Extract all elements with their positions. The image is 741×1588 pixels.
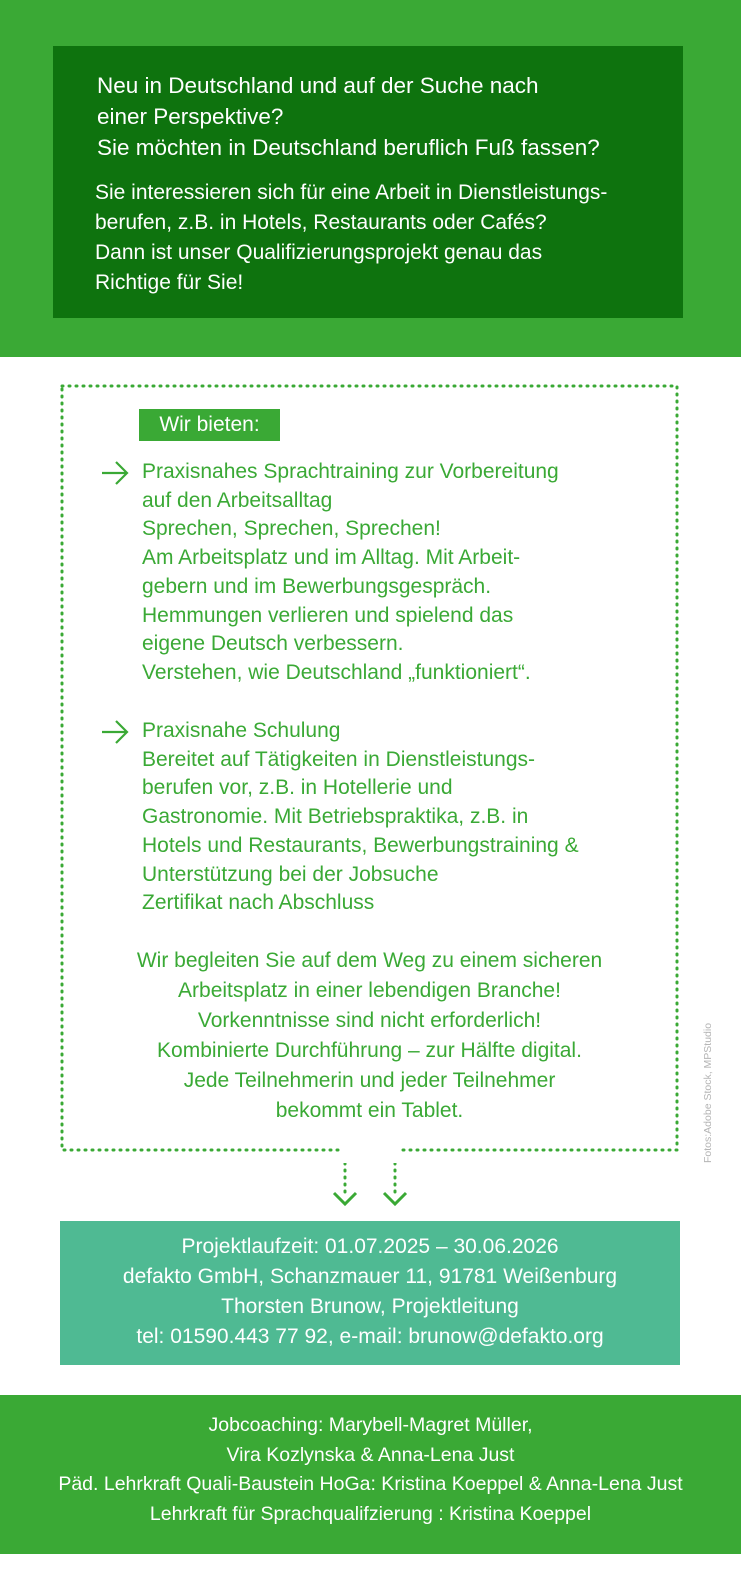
offer-badge: Wir bieten:: [139, 409, 280, 441]
team-band: [0, 1395, 741, 1554]
offer-item-line: eigene Deutsch verbessern.: [142, 632, 404, 656]
closing-line: Kombinierte Durchführung – zur Hälfte digital.: [157, 1039, 582, 1062]
project-company: defakto GmbH, Schanzmauer 11, 91781 Weißenburg: [122, 1265, 618, 1288]
closing-line: Jede Teilnehmerin und jeder Teilnehmer: [183, 1069, 556, 1092]
offer-item-text: [142, 458, 702, 688]
team-line: Jobcoaching: Marybell-Magret Müller,: [208, 1414, 533, 1436]
team-line: Päd. Lehrkraft Quali-Baustein HoGa: Kristina Koeppel & Anna-Lena Just: [58, 1473, 683, 1495]
offer-item-line: Sprechen, Sprechen, Sprechen!: [142, 517, 441, 541]
closing-line: Vorkenntnisse sind nicht erforderlich!: [197, 1009, 542, 1032]
intro-paragraph-line: Sie interessieren sich für eine Arbeit in Dienstleistungs-: [95, 181, 608, 204]
photo-credit: Fotos:Adobe Stock, MPStudio: [702, 1022, 714, 1163]
offer-item-line: Bereitet auf Tätigkeiten in Dienstleistungs-: [142, 747, 535, 771]
arrow-right-icon: [100, 458, 130, 488]
offer-item-line: Praxisnahe Schulung: [142, 719, 341, 742]
offer-item-line: Gastronomie. Mit Betriebspraktika, z.B. in: [142, 805, 529, 829]
intro-box: [53, 46, 683, 318]
offer-item-line: Hotels und Restaurants, Bewerbungstraining &: [142, 833, 579, 857]
intro-question-line: Neu in Deutschland und auf der Suche nach: [97, 73, 539, 98]
intro-question-line: einer Perspektive?: [97, 104, 284, 129]
offer-item-line: auf den Arbeitsalltag: [142, 488, 333, 512]
offer-item-text: [142, 717, 702, 918]
offer-item-line: Hemmungen verlieren und spielend das: [142, 603, 514, 627]
dotted-chevron-down-icon: [330, 1163, 414, 1209]
closing-line: Wir begleiten Sie auf dem Weg zu einem sicheren: [136, 949, 603, 972]
offer-item-line: berufen vor, z.B. in Hotellerie und: [142, 776, 453, 800]
closing-statement: [60, 946, 679, 1126]
offer-item-line: Zertifikat nach Abschluss: [142, 891, 375, 915]
intro-paragraph-line: berufen, z.B. in Hotels, Restaurants oder Cafés?: [95, 211, 547, 234]
offer-frame: [60, 384, 679, 1161]
project-runtime: Projektlaufzeit: 01.07.2025 – 30.06.2026: [181, 1235, 559, 1258]
intro-paragraph-line: Richtige für Sie!: [95, 271, 244, 294]
project-lead: Thorsten Brunow, Projektleitung: [221, 1295, 519, 1318]
team-line: Vira Kozlynska & Anna-Lena Just: [226, 1443, 515, 1466]
arrow-right-icon: [100, 717, 130, 747]
intro-paragraph-line: Dann ist unser Qualifizierungsprojekt genau das: [95, 241, 543, 264]
intro-questions: [97, 70, 677, 163]
intro-paragraph: [95, 178, 675, 298]
offer-item-line: Verstehen, wie Deutschland „funktioniert“.: [142, 660, 531, 684]
intro-question-line: Sie möchten in Deutschland beruflich Fuß fassen?: [97, 135, 600, 160]
project-info-box: [60, 1221, 680, 1365]
closing-line: bekommt ein Tablet.: [275, 1099, 464, 1122]
offer-item-line: gebern und im Bewerbungsgespräch.: [142, 574, 492, 598]
project-contact: tel: 01590.443 77 92, e-mail: brunow@defakto.org: [136, 1325, 604, 1348]
intro-band: [0, 0, 741, 357]
offer-item-line: Praxisnahes Sprachtraining zur Vorbereitung: [142, 460, 559, 483]
team-line: Lehrkraft für Sprachqualifzierung : Kristina Koeppel: [149, 1502, 592, 1525]
offer-item-line: Unterstützung bei der Jobsuche: [142, 862, 439, 886]
closing-line: Arbeitsplatz in einer lebendigen Branche!: [178, 979, 561, 1002]
offer-item-line: Am Arbeitsplatz und im Alltag. Mit Arbeit-: [142, 546, 521, 570]
